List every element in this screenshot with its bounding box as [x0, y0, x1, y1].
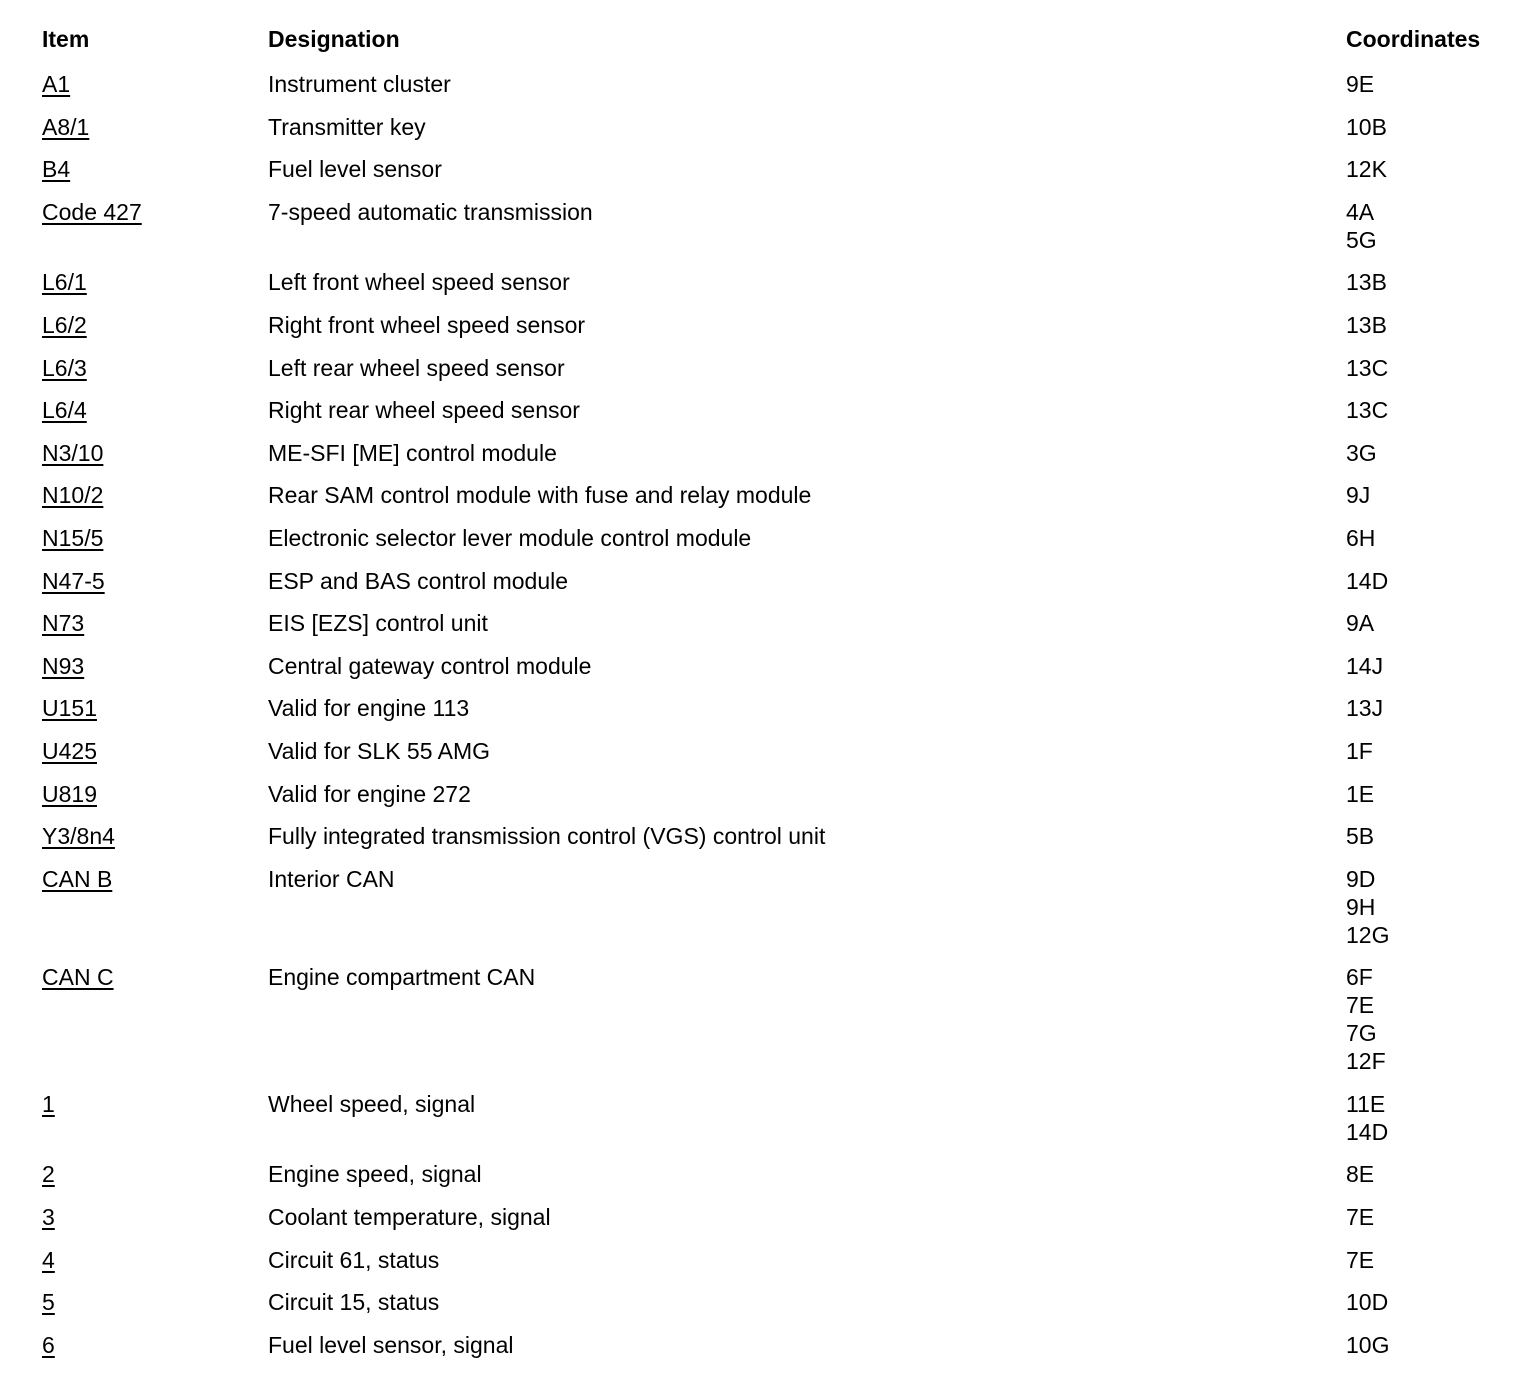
coordinate-value: 9D	[1346, 865, 1376, 892]
designation-text: Right front wheel speed sensor	[268, 311, 586, 338]
table-row	[0, 567, 1520, 610]
designation-text: EIS [EZS] control unit	[268, 610, 488, 637]
designation-text: Circuit 15, status	[268, 1289, 440, 1316]
item-link[interactable]: L6/4	[42, 397, 87, 424]
designation-text: Engine compartment CAN	[268, 964, 536, 991]
table-row	[0, 1090, 1520, 1161]
table-row	[0, 822, 1520, 865]
table-row	[0, 155, 1520, 198]
coordinate-value: 11E	[1346, 1090, 1386, 1117]
coordinate-value: 7E	[1346, 1204, 1375, 1231]
designation-text: ESP and BAS control module	[268, 567, 569, 594]
coordinate-value: 10B	[1346, 113, 1387, 140]
coordinate-value: 13C	[1346, 397, 1389, 424]
coordinates-cell	[1346, 1090, 1520, 1146]
designation-text: Coolant temperature, signal	[268, 1204, 551, 1231]
item-link[interactable]: U425	[42, 737, 97, 764]
item-link[interactable]: N15/5	[42, 524, 104, 551]
coordinate-value: 10G	[1346, 1331, 1390, 1358]
coordinates-cell	[1346, 481, 1520, 509]
coordinates-cell	[1346, 155, 1520, 183]
designation-text: Wheel speed, signal	[268, 1090, 476, 1117]
coordinate-value: 14D	[1346, 1118, 1389, 1145]
item-link[interactable]: L6/1	[42, 269, 87, 296]
item-link[interactable]: A8/1	[42, 113, 90, 140]
coordinate-value: 7E	[1346, 1246, 1375, 1273]
designation-text: Valid for engine 113	[268, 695, 470, 722]
item-link[interactable]: N3/10	[42, 439, 104, 466]
coordinate-value: 9E	[1346, 71, 1375, 97]
designation-text: Circuit 61, status	[268, 1246, 440, 1273]
designation-text: Fuel level sensor	[268, 156, 442, 183]
coordinates-cell	[1346, 268, 1520, 296]
table-body	[0, 70, 1520, 1373]
designation-text: Valid for engine 272	[268, 780, 471, 807]
table-row	[0, 1331, 1520, 1374]
coordinate-value: 13C	[1346, 354, 1389, 381]
designation-text: Interior CAN	[268, 865, 395, 892]
designation-text: Rear SAM control module with fuse and relay module	[268, 482, 812, 509]
coordinates-cell	[1346, 694, 1520, 722]
coordinate-value: 13B	[1346, 269, 1387, 296]
coordinates-cell	[1346, 1203, 1520, 1231]
coordinates-cell	[1346, 1160, 1520, 1188]
item-link[interactable]: N73	[42, 610, 85, 637]
item-link[interactable]: 2	[42, 1161, 55, 1188]
header-coordinates: Coordinates	[1346, 26, 1481, 52]
table-row	[0, 865, 1520, 964]
designation-text: 7-speed automatic transmission	[268, 198, 593, 225]
table-row	[0, 113, 1520, 156]
coordinates-cell	[1346, 1246, 1520, 1274]
coordinates-cell	[1346, 198, 1520, 254]
item-link[interactable]: N10/2	[42, 482, 104, 509]
table-row	[0, 780, 1520, 823]
item-link[interactable]: 3	[42, 1204, 55, 1231]
coordinate-value: 6F	[1346, 964, 1373, 991]
coordinates-cell	[1346, 439, 1520, 467]
table-row	[0, 481, 1520, 524]
coordinates-cell	[1346, 737, 1520, 765]
table-row	[0, 198, 1520, 269]
item-link[interactable]: U151	[42, 695, 97, 722]
coordinate-value: 14J	[1346, 652, 1384, 679]
table-row	[0, 268, 1520, 311]
table-row	[0, 70, 1520, 113]
designation-text: Engine speed, signal	[268, 1161, 482, 1188]
coordinate-value: 7E	[1346, 992, 1375, 1019]
coordinate-value: 12F	[1346, 1048, 1386, 1075]
coordinates-cell	[1346, 354, 1520, 382]
coordinates-cell	[1346, 396, 1520, 424]
coordinate-value: 9J	[1346, 482, 1371, 509]
coordinate-value: 5B	[1346, 823, 1375, 850]
table-row	[0, 1246, 1520, 1289]
coordinate-value: 14D	[1346, 567, 1389, 594]
table-row	[0, 1288, 1520, 1331]
table-row	[0, 354, 1520, 397]
item-link[interactable]: 4	[42, 1246, 55, 1273]
table-header	[0, 26, 1520, 58]
coordinates-cell	[1346, 609, 1520, 637]
table-row	[0, 737, 1520, 780]
header-designation: Designation	[268, 26, 400, 52]
item-link[interactable]: Y3/8n4	[42, 823, 115, 850]
item-link[interactable]: B4	[42, 156, 71, 183]
coordinates-cell	[1346, 567, 1520, 595]
table-row	[0, 963, 1520, 1090]
designation-text: Transmitter key	[268, 113, 426, 140]
coordinate-value: 12G	[1346, 921, 1390, 948]
item-link[interactable]: 6	[42, 1331, 55, 1358]
coordinates-cell	[1346, 70, 1520, 98]
item-link[interactable]: CAN C	[42, 964, 114, 991]
coordinate-value: 8E	[1346, 1161, 1375, 1188]
coordinates-cell	[1346, 780, 1520, 808]
designation-text: Instrument cluster	[268, 71, 451, 97]
coordinates-cell	[1346, 822, 1520, 850]
coordinate-value: 1F	[1346, 737, 1373, 764]
designation-text: Left rear wheel speed sensor	[268, 354, 565, 381]
item-link[interactable]: Code 427	[42, 198, 142, 225]
coordinates-cell	[1346, 1288, 1520, 1316]
coordinates-cell	[1346, 311, 1520, 339]
designation-text: Fully integrated transmission control (VGS) control unit	[268, 823, 826, 850]
coordinate-value: 7G	[1346, 1020, 1377, 1047]
table-row	[0, 396, 1520, 439]
table-row	[0, 1203, 1520, 1246]
table-row	[0, 439, 1520, 482]
coordinate-value: 13B	[1346, 311, 1387, 338]
item-link[interactable]: CAN B	[42, 865, 113, 892]
designation-text: ME-SFI [ME] control module	[268, 439, 557, 466]
coordinates-cell	[1346, 963, 1520, 1075]
designation-text: Electronic selector lever module control module	[268, 524, 752, 551]
table-row	[0, 1160, 1520, 1203]
coordinate-value: 5G	[1346, 226, 1377, 253]
designation-text: Fuel level sensor, signal	[268, 1331, 514, 1358]
item-link[interactable]: L6/3	[42, 354, 87, 381]
designation-text: Valid for SLK 55 AMG	[268, 737, 491, 764]
coordinates-cell	[1346, 1331, 1520, 1359]
coordinate-value: 1E	[1346, 780, 1375, 807]
coordinate-value: 9H	[1346, 893, 1376, 920]
coordinate-value: 10D	[1346, 1289, 1389, 1316]
coordinate-value: 6H	[1346, 524, 1376, 551]
item-link[interactable]: U819	[42, 780, 97, 807]
table-row	[0, 311, 1520, 354]
coordinate-value: 4A	[1346, 198, 1375, 225]
table-row	[0, 694, 1520, 737]
coordinates-cell	[1346, 865, 1520, 949]
coordinate-value: 3G	[1346, 439, 1377, 466]
coordinate-value: 13J	[1346, 695, 1384, 722]
coordinate-value: 9A	[1346, 610, 1375, 637]
item-link[interactable]: N47-5	[42, 567, 105, 594]
designation-text: Left front wheel speed sensor	[268, 269, 570, 296]
designation-text: Right rear wheel speed sensor	[268, 397, 580, 424]
table-row	[0, 609, 1520, 652]
designation-text: Central gateway control module	[268, 652, 592, 679]
coordinates-cell	[1346, 652, 1520, 680]
item-link[interactable]: L6/2	[42, 311, 87, 338]
coordinates-cell	[1346, 113, 1520, 141]
header-item: Item	[42, 26, 90, 52]
item-link[interactable]: A1	[42, 71, 71, 97]
item-link[interactable]: N93	[42, 652, 85, 679]
item-link[interactable]: 1	[42, 1090, 55, 1117]
coordinate-value: 12K	[1346, 156, 1387, 183]
coordinates-cell	[1346, 524, 1520, 552]
table-row	[0, 524, 1520, 567]
item-link[interactable]: 5	[42, 1289, 55, 1316]
table-row	[0, 652, 1520, 695]
